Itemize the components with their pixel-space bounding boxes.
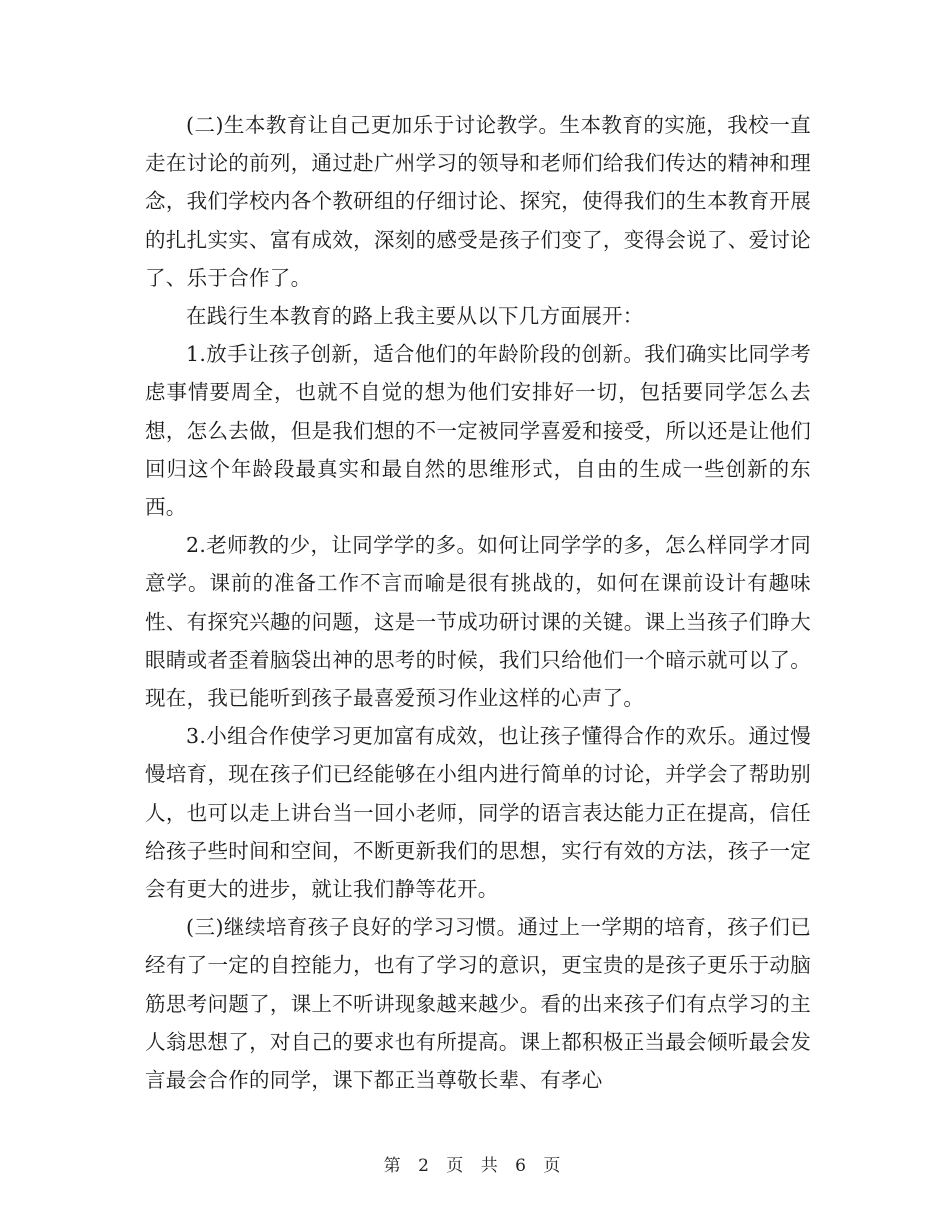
paragraph-section-3: (三)继续培育孩子良好的学习习惯。通过上一学期的培育，孩子们已经有了一定的自控能力，也有了学习的意识，更宝贵的是孩子更乐于动脑筋思考问题了，课上不听讲现象越来越少。看的出来孩子们有点学习的主人翁思想了，对自己的要求也有所提高。课上都积极正当最会倾听最会发言最会合作的同学，课下都正当尊敬长辈、有孝心	[145, 915, 811, 1093]
paragraph-section-2: (二)生本教育让自己更加乐于讨论教学。生本教育的实施，我校一直走在讨论的前列，通过赴广州学习的领导和老师们给我们传达的精神和理念，我们学校内各个教研组的仔细讨论、探究，使得我们的生本教育开展的扎扎实实、富有成效，深刻的感受是孩子们变了，变得会说了、爱讨论了、乐于合作了。	[145, 113, 811, 290]
paragraph-item-1: 1.放手让孩子创新，适合他们的年龄阶段的创新。我们确实比同学考虑事情要周全，也就不自觉的想为他们安排好一切，包括要同学怎么去想，怎么去做，但是我们想的不一定被同学喜爱和接受，所以还是让他们回归这个年龄段最真实和最自然的思维形式，自由的生成一些创新的东西。	[145, 342, 811, 520]
paragraph-item-2: 2.老师教的少，让同学学的多。如何让同学学的多，怎么样同学才同意学。课前的准备工作不言而喻是很有挑战的，如何在课前设计有趣味性、有探究兴趣的问题，这是一节成功研讨课的关键。课上当孩子们睁大眼睛或者歪着脑袋出神的思考的时候，我们只给他们一个暗示就可以了。现在，我已能听到孩子最喜爱预习作业这样的心声了。	[145, 533, 811, 711]
page-number-footer: 第 2 页 共 6 页	[383, 1156, 567, 1176]
document-body	[145, 106, 811, 1099]
paragraph-item-3: 3.小组合作使学习更加富有成效，也让孩子懂得合作的欢乐。通过慢慢培育，现在孩子们已经能够在小组内进行简单的讨论，并学会了帮助别人，也可以走上讲台当一回小老师，同学的语言表达能力正在提高，信任给孩子些时间和空间，不断更新我们的思想，实行有效的方法，孩子一定会有更大的进步，就让我们静等花开。	[145, 724, 811, 902]
paragraph-intro: 在践行生本教育的路上我主要从以下几方面展开：	[186, 304, 644, 329]
